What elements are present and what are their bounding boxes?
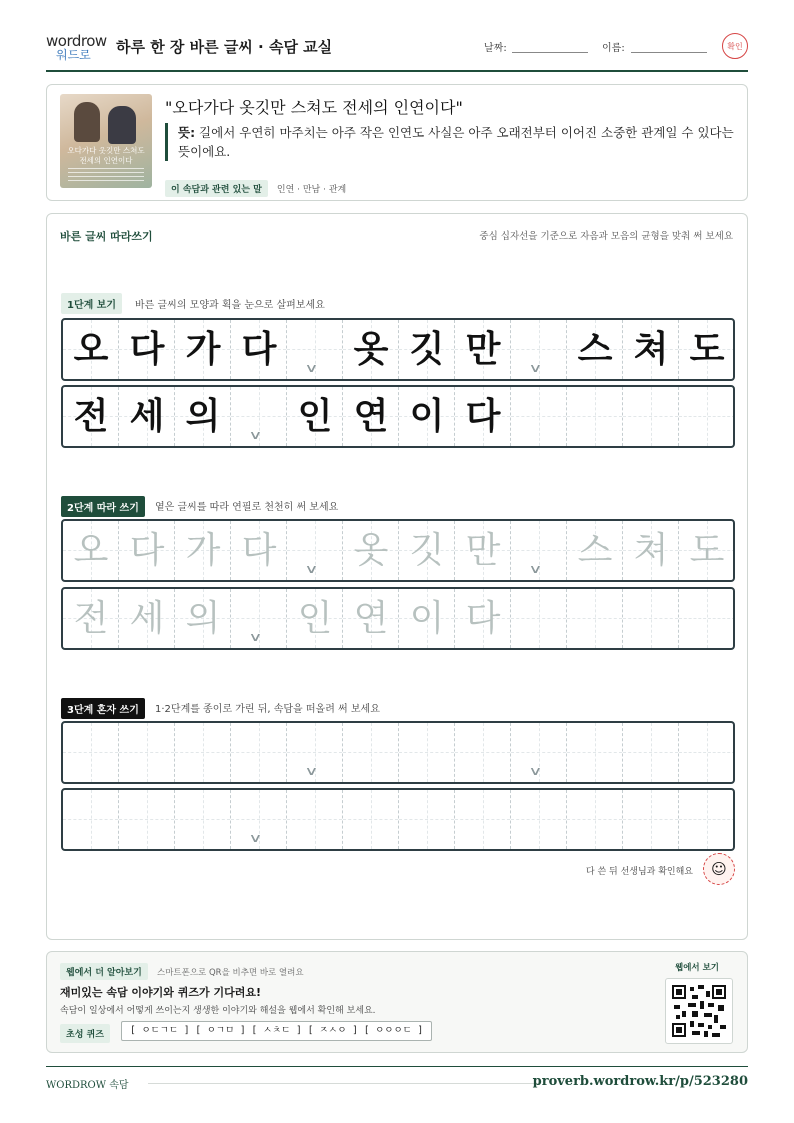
- worksheet-title: 하루 한 장 바른 글씨 · 속담 교실: [116, 38, 333, 56]
- step-1-row-2: [61, 385, 735, 448]
- grid-cell: [511, 387, 567, 446]
- grid-cell[interactable]: [63, 521, 119, 580]
- grid-cell: [399, 320, 455, 379]
- space-mark-icon: ∨: [304, 562, 319, 576]
- proverb-illustration: [60, 94, 152, 188]
- grid-cell[interactable]: [119, 790, 175, 849]
- space-mark-icon: ∨: [304, 361, 319, 375]
- practice-character: 깃: [409, 328, 445, 370]
- grid-cell: [175, 320, 231, 379]
- logo-subtext: 워드로: [56, 48, 91, 62]
- grid-cell[interactable]: [679, 723, 735, 782]
- space-mark-icon: ∨: [248, 831, 263, 845]
- grid-cell[interactable]: [399, 723, 455, 782]
- grid-cell[interactable]: [679, 521, 735, 580]
- practice-character: 전: [73, 597, 109, 639]
- meaning-text: 길에서 우연히 마주치는 아주 작은 인연도 사실은 아주 오래전부터 이어진 소중한 관계일 수 있다는 뜻이에요.: [178, 125, 734, 159]
- step-3-tag: 3단계 혼자 쓰기: [61, 698, 145, 719]
- grid-cell[interactable]: [231, 521, 287, 580]
- qr-code-icon[interactable]: [665, 978, 733, 1044]
- step-3-desc: 1·2단계를 종이로 가린 뒤, 속담을 떠올려 써 보세요: [155, 704, 380, 715]
- meaning-label: 뜻:: [178, 125, 196, 140]
- web-headline: 재미있는 속담 이야기와 퀴즈가 기다려요!: [60, 986, 261, 999]
- grid-cell: [567, 387, 623, 446]
- step-1-desc: 바른 글씨의 모양과 획을 눈으로 살펴보세요: [135, 300, 325, 311]
- teacher-stamp-icon: ☺: [703, 853, 735, 885]
- practice-character: 가: [185, 529, 221, 571]
- step-1-row-1: [61, 318, 735, 381]
- grid-cell[interactable]: [623, 589, 679, 648]
- grid-cell: [679, 387, 735, 446]
- practice-character: 다: [241, 529, 277, 571]
- practice-character: 다: [129, 328, 165, 370]
- practice-character: 만: [465, 529, 501, 571]
- space-mark-icon: ∨: [528, 361, 543, 375]
- grid-cell: [511, 320, 567, 379]
- step-2-tag: 2단계 따라 쓰기: [61, 496, 145, 517]
- grid-cell[interactable]: [399, 589, 455, 648]
- grid-cell: [343, 387, 399, 446]
- grid-cell[interactable]: [511, 521, 567, 580]
- grid-cell[interactable]: [63, 790, 119, 849]
- space-mark-icon: ∨: [528, 764, 543, 778]
- practice-character: 만: [465, 328, 501, 370]
- grid-cell[interactable]: [231, 790, 287, 849]
- practice-character: 연: [353, 395, 389, 437]
- check-stamp-icon: 확인: [722, 33, 748, 59]
- chosung-quiz: [ ㅇㄷㄱㄷ ] [ ㅇㄱㅁ ] [ ㅅㅊㄷ ] [ ㅈㅅㅇ ] [ ㅇㅇㅇㄷ ]: [121, 1021, 432, 1041]
- grid-cell[interactable]: [231, 589, 287, 648]
- grid-cell[interactable]: [455, 723, 511, 782]
- step-3-row-2[interactable]: [61, 788, 735, 851]
- grid-cell[interactable]: [287, 589, 343, 648]
- date-field[interactable]: [512, 52, 588, 53]
- quiz-label: 초성 퀴즈: [60, 1024, 110, 1043]
- figure-shape: [108, 106, 136, 144]
- grid-cell[interactable]: [343, 723, 399, 782]
- qr-code-graphic: [672, 985, 726, 1037]
- practice-character: 스: [577, 328, 613, 370]
- grid-cell: [175, 387, 231, 446]
- grid-cell: [63, 320, 119, 379]
- page-header: [46, 30, 748, 72]
- footer-rule: [148, 1083, 538, 1084]
- grid-cell: [623, 320, 679, 379]
- grid-cell: [399, 387, 455, 446]
- practice-character: 의: [185, 395, 221, 437]
- footer-brand: WORDROW 속담: [46, 1080, 129, 1091]
- illustration-caption: 오다가다 옷깃만 스쳐도 전세의 인연이다: [67, 146, 145, 165]
- practice-character: 옷: [353, 529, 389, 571]
- practice-card: [46, 213, 748, 940]
- illustration-text-lines: [68, 168, 144, 182]
- grid-cell[interactable]: [63, 723, 119, 782]
- grid-cell[interactable]: [119, 589, 175, 648]
- practice-character: 세: [129, 597, 165, 639]
- logo-text: wordrow: [46, 32, 107, 50]
- practice-character: 인: [297, 395, 333, 437]
- grid-cell: [287, 320, 343, 379]
- related-words-list: 인연 · 만남 · 관계: [276, 185, 347, 195]
- grid-cell[interactable]: [455, 790, 511, 849]
- grid-cell[interactable]: [511, 589, 567, 648]
- grid-cell: [63, 387, 119, 446]
- practice-character: 연: [353, 597, 389, 639]
- grid-cell: [567, 320, 623, 379]
- practice-character: 의: [185, 597, 221, 639]
- proverb-title: "오다가다 옷깃만 스쳐도 전세의 인연이다": [165, 98, 463, 117]
- proverb-meaning: [165, 123, 735, 161]
- grid-cell[interactable]: [511, 723, 567, 782]
- related-tag: 이 속담과 관련 있는 말: [165, 180, 268, 197]
- practice-character: 옷: [353, 328, 389, 370]
- grid-cell: [231, 387, 287, 446]
- practice-character: 오: [73, 328, 109, 370]
- space-mark-icon: ∨: [528, 562, 543, 576]
- step-1-tag: 1단계 보기: [61, 293, 122, 314]
- section-description: 중심 십자선을 기준으로 자음과 모음의 균형을 맞춰 써 보세요: [479, 231, 733, 242]
- practice-character: 도: [689, 328, 725, 370]
- step-2-row-1[interactable]: [61, 519, 735, 582]
- proverb-card: [46, 84, 748, 201]
- grid-cell[interactable]: [399, 790, 455, 849]
- grid-cell[interactable]: [287, 521, 343, 580]
- grid-cell[interactable]: [63, 589, 119, 648]
- practice-character: 다: [241, 328, 277, 370]
- practice-character: 이: [409, 395, 445, 437]
- practice-character: 이: [409, 597, 445, 639]
- space-mark-icon: ∨: [304, 764, 319, 778]
- grid-cell: [455, 387, 511, 446]
- grid-cell: [119, 387, 175, 446]
- date-label: 날짜:: [484, 43, 507, 54]
- teacher-confirm-text: 다 쓴 뒤 선생님과 확인해요: [585, 867, 693, 877]
- practice-character: 다: [465, 597, 501, 639]
- grid-cell[interactable]: [399, 521, 455, 580]
- grid-cell[interactable]: [175, 521, 231, 580]
- practice-character: 쳐: [633, 328, 669, 370]
- practice-character: 인: [297, 597, 333, 639]
- grid-cell[interactable]: [343, 521, 399, 580]
- practice-character: 깃: [409, 529, 445, 571]
- grid-cell: [287, 387, 343, 446]
- footer-url-link[interactable]: proverb.wordrow.kr/p/523280: [532, 1074, 748, 1089]
- step-2-row-2[interactable]: [61, 587, 735, 650]
- footer-divider: [46, 1066, 748, 1067]
- grid-cell[interactable]: [119, 521, 175, 580]
- web-description: 속담이 일상에서 어떻게 쓰이는지 생생한 이야기와 해설을 웹에서 확인해 보세요.: [60, 1006, 376, 1016]
- grid-cell[interactable]: [567, 521, 623, 580]
- grid-cell[interactable]: [623, 790, 679, 849]
- grid-cell[interactable]: [175, 790, 231, 849]
- grid-cell[interactable]: [175, 723, 231, 782]
- grid-cell: [343, 320, 399, 379]
- grid-cell[interactable]: [567, 723, 623, 782]
- space-mark-icon: ∨: [248, 630, 263, 644]
- grid-cell: [679, 320, 735, 379]
- grid-cell[interactable]: [623, 521, 679, 580]
- web-info-card: [46, 951, 748, 1053]
- grid-cell[interactable]: [231, 723, 287, 782]
- grid-cell[interactable]: [119, 723, 175, 782]
- space-mark-icon: ∨: [248, 428, 263, 442]
- practice-character: 다: [129, 529, 165, 571]
- grid-cell: [119, 320, 175, 379]
- related-words: [165, 177, 346, 197]
- grid-cell[interactable]: [175, 589, 231, 648]
- grid-cell[interactable]: [455, 589, 511, 648]
- figure-shape: [74, 102, 100, 142]
- grid-cell: [455, 320, 511, 379]
- grid-cell[interactable]: [287, 790, 343, 849]
- web-hint: 스마트폰으로 QR을 비추면 바로 열려요: [157, 968, 304, 978]
- practice-character: 도: [689, 529, 725, 571]
- practice-character: 가: [185, 328, 221, 370]
- grid-cell[interactable]: [343, 589, 399, 648]
- section-title: 바른 글씨 따라쓰기: [60, 230, 153, 243]
- practice-character: 오: [73, 529, 109, 571]
- grid-cell[interactable]: [455, 521, 511, 580]
- grid-cell[interactable]: [623, 723, 679, 782]
- grid-cell: [231, 320, 287, 379]
- grid-cell[interactable]: [511, 790, 567, 849]
- practice-character: 세: [129, 395, 165, 437]
- grid-cell[interactable]: [567, 589, 623, 648]
- grid-cell: [623, 387, 679, 446]
- wordrow-logo: [46, 34, 108, 64]
- step-3-row-1[interactable]: [61, 721, 735, 784]
- grid-cell[interactable]: [567, 790, 623, 849]
- grid-cell[interactable]: [679, 589, 735, 648]
- web-tag: 웹에서 더 알아보기: [60, 963, 148, 980]
- grid-cell[interactable]: [343, 790, 399, 849]
- name-field[interactable]: [631, 52, 707, 53]
- practice-character: 전: [73, 395, 109, 437]
- grid-cell[interactable]: [679, 790, 735, 849]
- name-label: 이름:: [602, 43, 625, 54]
- qr-label: 웹에서 보기: [674, 963, 719, 973]
- grid-cell[interactable]: [287, 723, 343, 782]
- practice-character: 스: [577, 529, 613, 571]
- practice-character: 다: [465, 395, 501, 437]
- practice-character: 쳐: [633, 529, 669, 571]
- step-2-desc: 옅은 글씨를 따라 연필로 천천히 써 보세요: [155, 502, 339, 513]
